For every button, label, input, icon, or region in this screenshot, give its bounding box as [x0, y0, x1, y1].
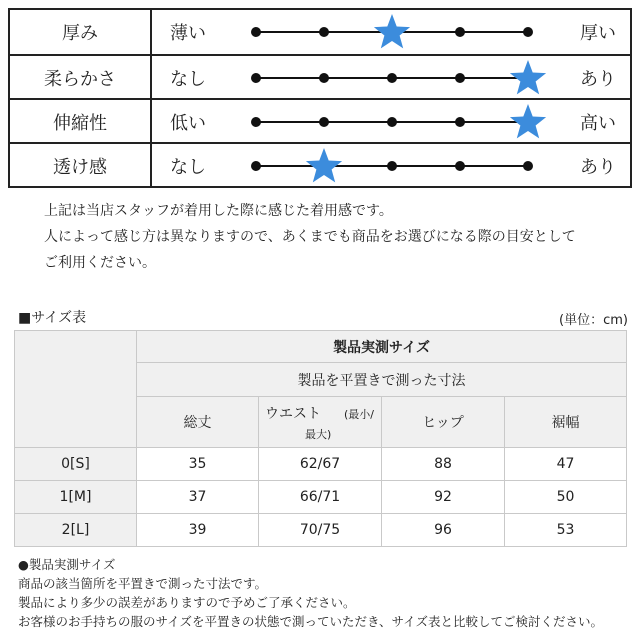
rating-dot — [251, 73, 261, 83]
rating-dot — [455, 161, 465, 171]
table-row — [15, 514, 627, 547]
length-cell: 39 — [137, 514, 259, 547]
rating-dot — [319, 27, 329, 37]
rating-row-softness — [10, 54, 630, 100]
notice-line: ご利用ください。 — [44, 255, 156, 271]
rating-row-sheerness — [10, 142, 630, 188]
column-header-waist — [259, 397, 382, 448]
measurement-notes — [18, 555, 633, 631]
size-corner-cell — [15, 331, 137, 448]
column-header-hem: 裾幅 — [505, 397, 627, 448]
rating-dot — [387, 117, 397, 127]
rating-dot — [455, 117, 465, 127]
size-label-cell: 1[M] — [15, 481, 137, 514]
rating-star-icon — [510, 104, 546, 138]
rating-low-label: なし — [170, 157, 206, 178]
hip-cell: 96 — [382, 514, 505, 547]
rating-dot — [251, 161, 261, 171]
notes-heading: ●製品実測サイズ — [18, 557, 116, 572]
rating-dot — [455, 73, 465, 83]
hem-cell: 53 — [505, 514, 627, 547]
rating-dot — [523, 27, 533, 37]
rating-star-icon — [306, 148, 342, 182]
size-label-cell: 0[S] — [15, 448, 137, 481]
waist-note: (最小/ — [344, 408, 374, 421]
waist-cell: 70/75 — [259, 514, 382, 547]
rating-low-label: 低い — [170, 113, 206, 134]
length-cell: 37 — [137, 481, 259, 514]
hem-cell: 50 — [505, 481, 627, 514]
rating-dot — [387, 73, 397, 83]
rating-row-thickness — [10, 10, 630, 54]
rating-dot — [319, 73, 329, 83]
rating-label: 透け感 — [10, 144, 152, 188]
rating-high-label: あり — [580, 157, 616, 178]
size-group-header: 製品実測サイズ — [137, 331, 627, 363]
size-table-title: ■サイズ表 — [18, 310, 87, 326]
notes-line: お客様のお手持ちの服のサイズを平置きの状態で測っていただき、サイズ表と比較してご検討ください。 — [18, 614, 604, 629]
rating-label: 伸縮性 — [10, 100, 152, 144]
fit-notice — [44, 198, 624, 276]
rating-high-label: 厚い — [580, 23, 616, 44]
size-table-unit: (単位：cm) — [559, 313, 628, 328]
rating-dot — [319, 117, 329, 127]
size-table — [14, 330, 627, 547]
rating-high-label: 高い — [580, 113, 616, 134]
hip-cell: 92 — [382, 481, 505, 514]
rating-track — [10, 56, 630, 100]
table-row — [15, 448, 627, 481]
table-row — [15, 481, 627, 514]
length-cell: 35 — [137, 448, 259, 481]
size-sub-header: 製品を平置きで測った寸法 — [137, 363, 627, 397]
rating-track — [10, 144, 630, 188]
rating-low-label: なし — [170, 69, 206, 90]
rating-label: 厚み — [10, 10, 152, 54]
notes-line: 製品により多少の誤差がありますので予めご了承ください。 — [18, 595, 356, 610]
rating-dot — [455, 27, 465, 37]
notes-line: 商品の該当箇所を平置きで測った寸法です。 — [18, 576, 268, 591]
notice-line: 上記は当店スタッフが着用した際に感じた着用感です。 — [44, 203, 393, 219]
rating-dot — [251, 27, 261, 37]
rating-low-label: 薄い — [170, 23, 206, 44]
size-label-cell: 2[L] — [15, 514, 137, 547]
rating-dot — [523, 161, 533, 171]
notice-line: 人によって感じ方は異なりますので、あくまでも商品をお選びになる際の目安として — [44, 229, 576, 245]
rating-high-label: あり — [580, 69, 616, 90]
waist-cell: 62/67 — [259, 448, 382, 481]
rating-scale — [8, 8, 632, 188]
rating-label: 柔らかさ — [10, 56, 152, 100]
waist-note: 最大) — [305, 428, 332, 441]
column-header-length: 総丈 — [137, 397, 259, 448]
hip-cell: 88 — [382, 448, 505, 481]
rating-dot — [251, 117, 261, 127]
column-header-hip: ヒップ — [382, 397, 505, 448]
rating-dot — [387, 161, 397, 171]
waist-label: ウエスト — [265, 406, 321, 422]
hem-cell: 47 — [505, 448, 627, 481]
waist-cell: 66/71 — [259, 481, 382, 514]
rating-track — [10, 100, 630, 144]
rating-track — [10, 10, 630, 54]
rating-row-stretch — [10, 98, 630, 144]
rating-star-icon — [510, 60, 546, 94]
rating-star-icon — [374, 14, 410, 48]
